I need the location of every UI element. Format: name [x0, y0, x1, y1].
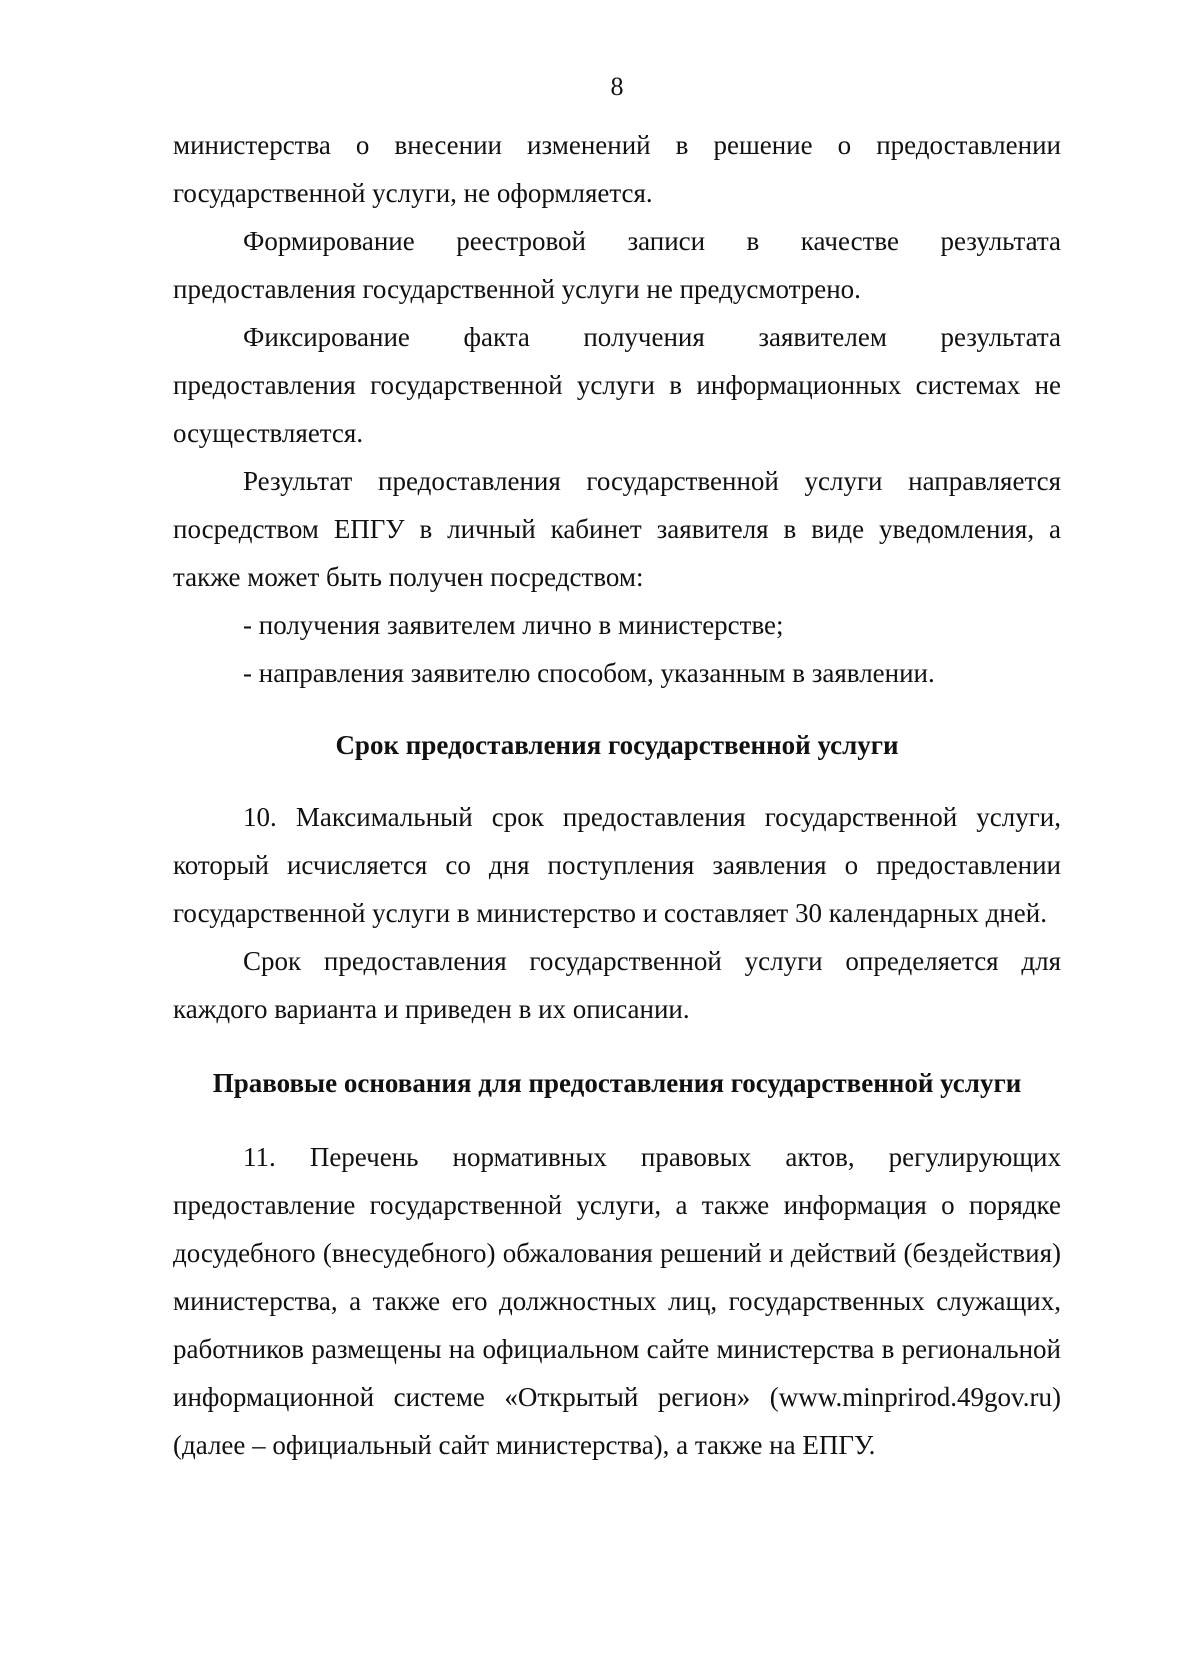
paragraph-result-delivery: Результат предоставления государственной услуги направляется посредством ЕПГУ в личный кабинет заявителя в виде уведомления, а также может быть получен посредством: — [173, 466, 1061, 592]
paragraph-registry-record: Формирование реестровой записи в качестве результата предоставления государственной услуги не предусмотрено. — [173, 226, 1061, 304]
page-number: 8 — [610, 72, 624, 101]
paragraph-term-variants: Срок предоставления государственной услуги определяется для каждого варианта и приведен в их описании. — [173, 946, 1061, 1024]
paragraph-11-legal-acts: 11. Перечень нормативных правовых актов, регулирующих предоставление государственной услуги, а также информация о порядке досудебного (внесудебного) обжалования решений и действий (бездействия) министерства, а также его должностных лиц, государственных служащих, работников размещены на официальном сайте министерства в региональной информационной системе «Открытый регион» (www.minprirod.49gov.ru) (далее – официальный сайт министерства), а также на ЕПГУ. — [173, 1142, 1061, 1460]
section-heading-legal-basis: Правовые основания для предоставления государственной услуги — [212, 1068, 1022, 1098]
paragraph-continuation: министерства о внесении изменений в решение о предоставлении государственной услуги, не оформляется. — [173, 130, 1061, 208]
page-content — [173, 121, 1061, 1469]
list-item: - получения заявителем лично в министерстве; — [243, 610, 784, 640]
list-item: - направления заявителю способом, указанным в заявлении. — [243, 658, 935, 688]
paragraph-10-max-term: 10. Максимальный срок предоставления государственной услуги, который исчисляется со дня поступления заявления о предоставлении государственной услуги в министерство и составляет 30 календарных дней. — [173, 802, 1061, 928]
paragraph-result-fixation: Фиксирование факта получения заявителем результата предоставления государственной услуги в информационных системах не осуществляется. — [173, 322, 1061, 448]
section-heading-term: Срок предоставления государственной услуги — [335, 730, 899, 760]
